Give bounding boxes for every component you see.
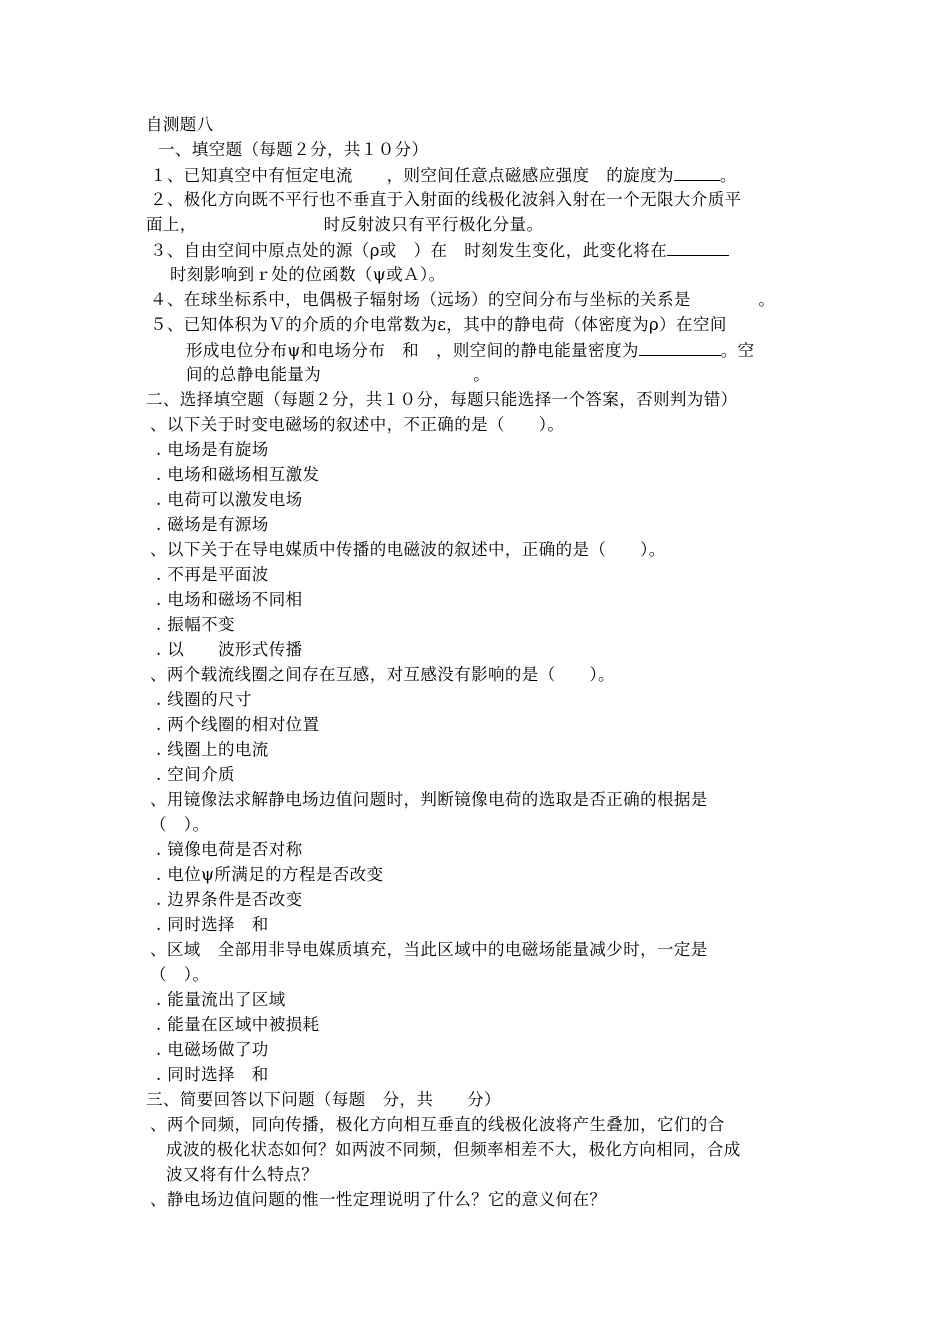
section-2-heading: 二、选择填空题（每题２分，共１０分，每题只能选择一个答案，否则判为错） [146, 390, 738, 409]
choice-option: . 振幅不变 [156, 615, 235, 634]
choice-option: . 两个线圈的相对位置 [156, 715, 320, 734]
choice-option: . 镜像电荷是否对称 [156, 840, 303, 859]
choice-option: . 线圈上的电流 [156, 740, 269, 759]
short-answer-1-line-2: 成波的极化状态如何？如两波不同频，但频率相差不大，极化方向相同，合成 [166, 1140, 741, 1159]
choice-option: . 电场是有旋场 [156, 440, 269, 459]
choice-question-2-stem: 、以下关于在导电媒质中传播的电磁波的叙述中，正确的是（ ）。 [150, 540, 666, 559]
fill-question-3-text: ３、自由空间中原点处的源（ρ或 ）在 时刻发生变化，此变化将在 [150, 241, 668, 260]
answer-blank-1 [674, 164, 720, 181]
fill-question-3-line-2: 时刻影响到ｒ处的位函数（ψ或Ａ）。 [170, 265, 446, 284]
choice-question-5-stem: 、区域 全部用非导电媒质填充，当此区域中的电磁场能量减少时，一定是 [150, 940, 708, 959]
exam-title: 自测题八 [146, 115, 214, 134]
fill-question-3-line-1 [150, 239, 729, 262]
choice-option: . 空间介质 [156, 765, 235, 784]
choice-option: . 能量在区域中被损耗 [156, 1015, 320, 1034]
section-1-heading: 一、填空题（每题２分，共１０分） [158, 140, 429, 159]
choice-option: . 同时选择 和 [156, 915, 269, 934]
choice-option: . 线圈的尺寸 [156, 690, 252, 709]
choice-question-5-stem-cont: （ ）。 [150, 965, 210, 984]
choice-option: . 边界条件是否改变 [156, 890, 303, 909]
choice-option: . 电场和磁场不同相 [156, 590, 303, 609]
choice-option: . 磁场是有源场 [156, 515, 269, 534]
choice-option: . 电磁场做了功 [156, 1040, 269, 1059]
choice-question-3-stem: 、两个载流线圈之间存在互感，对互感没有影响的是（ ）。 [150, 665, 615, 684]
fill-question-5-text: 形成电位分布ψ和电场分布 和 ，则空间的静电能量密度为 [186, 341, 639, 360]
answer-blank-5 [639, 339, 721, 356]
fill-question-5-end: 。空 [720, 341, 755, 360]
choice-option: . 以 波形式传播 [156, 640, 303, 659]
short-answer-1-line-1: 、两个同频，同向传播，极化方向相互垂直的线极化波将产生叠加，它们的合 [150, 1115, 725, 1134]
choice-question-4-stem: 、用镜像法求解静电场边值问题时，判断镜像电荷的选取是否正确的根据是 [150, 790, 708, 809]
answer-blank-3 [667, 239, 729, 256]
section-3-heading: 三、简要回答以下问题（每题 分，共 分） [146, 1090, 501, 1109]
fill-question-4: ４、在球坐标系中，电偶极子辐射场（远场）的空间分布与坐标的关系是 。 [150, 290, 776, 309]
fill-question-1 [150, 164, 737, 187]
fill-question-5-line-3: 间的总静电能量为 。 [186, 365, 491, 384]
choice-option: . 不再是平面波 [156, 565, 269, 584]
fill-question-2-line-1: ２、极化方向既不平行也不垂直于入射面的线极化波斜入射在一个无限大介质平 [150, 190, 742, 209]
short-answer-2-line-1: 、静电场边值问题的惟一性定理说明了什么？它的意义何在？ [150, 1190, 607, 1209]
choice-option: . 电荷可以激发电场 [156, 490, 303, 509]
choice-question-1-stem: 、以下关于时变电磁场的叙述中，不正确的是（ ）。 [150, 415, 565, 434]
fill-question-5-line-2 [186, 339, 755, 362]
short-answer-1-line-3: 波又将有什么特点？ [166, 1165, 319, 1184]
choice-option: . 电场和磁场相互激发 [156, 465, 320, 484]
choice-option: . 能量流出了区域 [156, 990, 286, 1009]
fill-question-1-text: １、已知真空中有恒定电流 ，则空间任意点磁感应强度 的旋度为 [150, 166, 674, 185]
fill-question-5-line-1: ５、已知体积为Ｖ的介质的介电常数为ε，其中的静电荷（体密度为ρ）在空间 [150, 315, 727, 334]
choice-option: . 电位ψ所满足的方程是否改变 [156, 865, 384, 884]
fill-question-2-line-2: 面上， 时反射波只有平行极化分量。 [146, 215, 544, 234]
fill-question-1-end: 。 [719, 166, 737, 185]
choice-option: . 同时选择 和 [156, 1065, 269, 1084]
choice-question-4-stem-cont: （ ）。 [150, 815, 210, 834]
